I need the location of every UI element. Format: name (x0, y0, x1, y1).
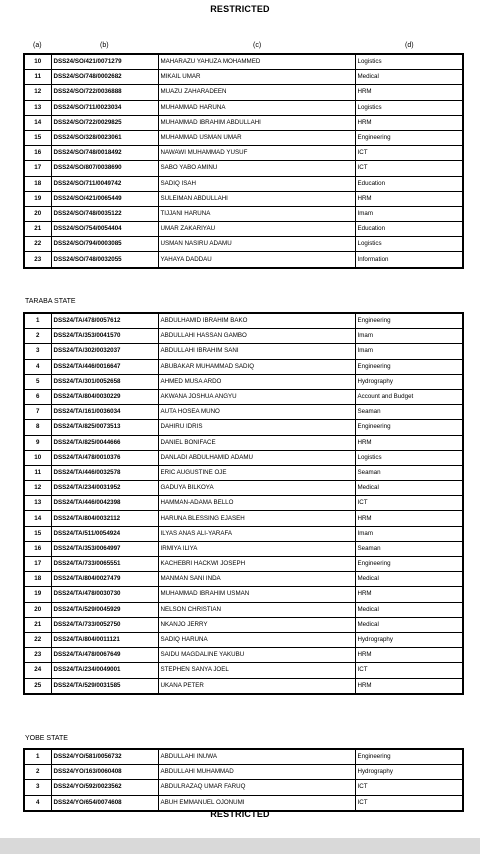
table-row (24, 70, 463, 85)
full-name: IRMIYA ILIYA (158, 541, 355, 556)
department: Logistics (355, 54, 463, 70)
full-name: SAIDU MAGDALINE YAKUBU (158, 648, 355, 663)
department: HRM (355, 191, 463, 206)
department: Logistics (355, 100, 463, 115)
row-number: 25 (24, 678, 51, 694)
row-number: 3 (24, 344, 51, 359)
department: Imam (355, 206, 463, 221)
row-number: 6 (24, 389, 51, 404)
department: Engineering (355, 420, 463, 435)
row-number: 3 (24, 780, 51, 795)
full-name: ABDULLAHI INUWA (158, 749, 355, 765)
department: ICT (355, 780, 463, 795)
table-row (24, 541, 463, 556)
state-title-yobe: YOBE STATE (25, 735, 68, 742)
service-number: DSS24/TA/478/0067649 (51, 648, 158, 663)
department: ICT (355, 663, 463, 678)
full-name: SABO YABO AMINU (158, 161, 355, 176)
row-number: 20 (24, 602, 51, 617)
row-number: 21 (24, 222, 51, 237)
row-number: 8 (24, 420, 51, 435)
service-number: DSS24/TA/511/0054924 (51, 526, 158, 541)
state-title-taraba: TARABA STATE (25, 298, 76, 305)
service-number: DSS24/SO/711/0023034 (51, 100, 158, 115)
row-number: 18 (24, 176, 51, 191)
department: HRM (355, 587, 463, 602)
full-name: DANLADI ABDULHAMID ADAMU (158, 450, 355, 465)
row-number: 12 (24, 85, 51, 100)
service-number: DSS24/TA/804/0032112 (51, 511, 158, 526)
page-bottom-bar (0, 838, 480, 854)
department: Medical (355, 481, 463, 496)
service-number: DSS24/SO/807/0038690 (51, 161, 158, 176)
service-number: DSS24/SO/748/0035122 (51, 206, 158, 221)
table-row (24, 572, 463, 587)
row-number: 7 (24, 405, 51, 420)
table-taraba-state (23, 312, 464, 695)
table-row (24, 54, 463, 70)
service-number: DSS24/TA/804/0030229 (51, 389, 158, 404)
table-row (24, 420, 463, 435)
row-number: 22 (24, 632, 51, 647)
row-number: 10 (24, 450, 51, 465)
department: ICT (355, 496, 463, 511)
service-number: DSS24/SO/754/0054404 (51, 222, 158, 237)
row-number: 2 (24, 765, 51, 780)
row-number: 13 (24, 496, 51, 511)
table-row (24, 450, 463, 465)
full-name: ILYAS ANAS ALI-YARAFA (158, 526, 355, 541)
department: Information (355, 252, 463, 268)
full-name: GADUYA BILKOYA (158, 481, 355, 496)
service-number: DSS24/SO/748/0018492 (51, 146, 158, 161)
department: Medical (355, 602, 463, 617)
department: Engineering (355, 359, 463, 374)
department: HRM (355, 678, 463, 694)
service-number: DSS24/SO/711/0049742 (51, 176, 158, 191)
department: ICT (355, 146, 463, 161)
service-number: DSS24/TA/825/0073513 (51, 420, 158, 435)
service-number: DSS24/TA/478/0057612 (51, 313, 158, 329)
table-row (24, 237, 463, 252)
row-number: 19 (24, 587, 51, 602)
row-number: 12 (24, 481, 51, 496)
full-name: ABDULRAZAQ UMAR FARUQ (158, 780, 355, 795)
row-number: 21 (24, 617, 51, 632)
department: Engineering (355, 749, 463, 765)
full-name: ABDULLAHI HASSAN GAMBO (158, 329, 355, 344)
row-number: 14 (24, 511, 51, 526)
table-row (24, 191, 463, 206)
department: Medical (355, 617, 463, 632)
table-row (24, 313, 463, 329)
table-row (24, 146, 463, 161)
table-row (24, 405, 463, 420)
department: Education (355, 222, 463, 237)
service-number: DSS24/TA/733/0052750 (51, 617, 158, 632)
table-row (24, 374, 463, 389)
service-number: DSS24/TA/301/0052658 (51, 374, 158, 389)
table-row (24, 161, 463, 176)
full-name: NKANJO JERRY (158, 617, 355, 632)
restricted-header: RESTRICTED (210, 4, 270, 14)
department: HRM (355, 85, 463, 100)
table-row (24, 389, 463, 404)
service-number: DSS24/YO/581/0056732 (51, 749, 158, 765)
department: Medical (355, 572, 463, 587)
department: HRM (355, 115, 463, 130)
row-number: 13 (24, 100, 51, 115)
full-name: TIJJANI HARUNA (158, 206, 355, 221)
table-row (24, 100, 463, 115)
service-number: DSS24/TA/353/0041570 (51, 329, 158, 344)
table-row (24, 176, 463, 191)
full-name: SADIQ HARUNA (158, 632, 355, 647)
full-name: DANIEL BONIFACE (158, 435, 355, 450)
row-number: 11 (24, 465, 51, 480)
service-number: DSS24/TA/529/0031585 (51, 678, 158, 694)
department: Imam (355, 344, 463, 359)
table-row (24, 632, 463, 647)
row-number: 5 (24, 374, 51, 389)
row-number: 23 (24, 252, 51, 268)
full-name: ABDULLAHI IBRAHIM SANI (158, 344, 355, 359)
service-number: DSS24/TA/478/0010376 (51, 450, 158, 465)
department: Engineering (355, 313, 463, 329)
row-number: 19 (24, 191, 51, 206)
full-name: NELSON CHRISTIAN (158, 602, 355, 617)
full-name: SADIQ ISAH (158, 176, 355, 191)
service-number: DSS24/TA/529/0045929 (51, 602, 158, 617)
table-row (24, 557, 463, 572)
department: Logistics (355, 237, 463, 252)
full-name: ABUBAKAR MUHAMMAD SADIQ (158, 359, 355, 374)
department: Seaman (355, 541, 463, 556)
service-number: DSS24/TA/804/0011121 (51, 632, 158, 647)
department: HRM (355, 435, 463, 450)
service-number: DSS24/TA/161/0036034 (51, 405, 158, 420)
service-number: DSS24/TA/446/0032578 (51, 465, 158, 480)
table-row (24, 435, 463, 450)
full-name: MUHAMMAD HARUNA (158, 100, 355, 115)
department: Hydrography (355, 374, 463, 389)
full-name: HARUNA BLESSING EJASEH (158, 511, 355, 526)
column-header-b: (b) (100, 42, 109, 49)
service-number: DSS24/SO/722/0036888 (51, 85, 158, 100)
full-name: HAMMAN-ADAMA BELLO (158, 496, 355, 511)
table-row (24, 587, 463, 602)
service-number: DSS24/TA/353/0064997 (51, 541, 158, 556)
row-number: 1 (24, 749, 51, 765)
row-number: 2 (24, 329, 51, 344)
full-name: MAHARAZU YAHUZA MOHAMMED (158, 54, 355, 70)
table-row (24, 765, 463, 780)
table-row (24, 511, 463, 526)
department: ICT (355, 161, 463, 176)
table-row (24, 602, 463, 617)
service-number: DSS24/TA/234/0031952 (51, 481, 158, 496)
row-number: 16 (24, 541, 51, 556)
row-number: 20 (24, 206, 51, 221)
column-header-a: (a) (33, 42, 42, 49)
full-name: ABUH EMMANUEL OJONUMI (158, 795, 355, 811)
service-number: DSS24/YO/163/0060408 (51, 765, 158, 780)
department: Hydrography (355, 765, 463, 780)
full-name: YAHAYA DADDAU (158, 252, 355, 268)
full-name: MUAZU ZAHARADEEN (158, 85, 355, 100)
department: Logistics (355, 450, 463, 465)
service-number: DSS24/TA/446/0042398 (51, 496, 158, 511)
full-name: DAHIRU IDRIS (158, 420, 355, 435)
service-number: DSS24/SO/748/0032055 (51, 252, 158, 268)
row-number: 4 (24, 359, 51, 374)
column-header-c: (c) (253, 42, 262, 49)
department: Account and Budget (355, 389, 463, 404)
row-number: 14 (24, 115, 51, 130)
full-name: USMAN NASIRU ADAMU (158, 237, 355, 252)
full-name: MUHAMMAD IBRAHIM ABDULLAHI (158, 115, 355, 130)
full-name: AUTA HOSEA MUNO (158, 405, 355, 420)
full-name: NAWAWI MUHAMMAD YUSUF (158, 146, 355, 161)
department: Hydrography (355, 632, 463, 647)
department: ICT (355, 795, 463, 811)
department: Medical (355, 70, 463, 85)
table-row (24, 344, 463, 359)
department: Engineering (355, 130, 463, 145)
table-continued-state (23, 53, 464, 269)
table-row (24, 252, 463, 268)
full-name: UMAR ZAKARIYAU (158, 222, 355, 237)
table-row (24, 496, 463, 511)
restricted-footer: RESTRICTED (210, 809, 270, 819)
full-name: MUHAMMAD USMAN UMAR (158, 130, 355, 145)
service-number: DSS24/SO/794/0003085 (51, 237, 158, 252)
service-number: DSS24/SO/421/0065449 (51, 191, 158, 206)
full-name: MIKAIL UMAR (158, 70, 355, 85)
service-number: DSS24/SO/328/0023061 (51, 130, 158, 145)
service-number: DSS24/TA/478/0030730 (51, 587, 158, 602)
full-name: SULEIMAN ABDULLAHI (158, 191, 355, 206)
table-row (24, 130, 463, 145)
table-row (24, 526, 463, 541)
row-number: 10 (24, 54, 51, 70)
service-number: DSS24/SO/748/0002682 (51, 70, 158, 85)
row-number: 23 (24, 648, 51, 663)
row-number: 22 (24, 237, 51, 252)
service-number: DSS24/TA/446/0016647 (51, 359, 158, 374)
full-name: STEPHEN SANYA JOEL (158, 663, 355, 678)
service-number: DSS24/YO/654/0074608 (51, 795, 158, 811)
service-number: DSS24/YO/592/0023562 (51, 780, 158, 795)
department: HRM (355, 648, 463, 663)
department: Seaman (355, 465, 463, 480)
row-number: 15 (24, 130, 51, 145)
table-row (24, 663, 463, 678)
service-number: DSS24/TA/234/0049001 (51, 663, 158, 678)
table-row (24, 648, 463, 663)
full-name: ABDULLAHI MUHAMMAD (158, 765, 355, 780)
row-number: 16 (24, 146, 51, 161)
department: Imam (355, 329, 463, 344)
row-number: 11 (24, 70, 51, 85)
department: Imam (355, 526, 463, 541)
department: Seaman (355, 405, 463, 420)
full-name: ABDULHAMID IBRAHIM BAKO (158, 313, 355, 329)
table-row (24, 481, 463, 496)
table-yobe-state (23, 748, 464, 812)
service-number: DSS24/TA/825/0044666 (51, 435, 158, 450)
row-number: 17 (24, 557, 51, 572)
table-row (24, 115, 463, 130)
department: Engineering (355, 557, 463, 572)
full-name: AHMED MUSA ARDO (158, 374, 355, 389)
service-number: DSS24/SO/722/0029825 (51, 115, 158, 130)
full-name: KACHEBRI HACKWI JOSEPH (158, 557, 355, 572)
table-row (24, 749, 463, 765)
department: Education (355, 176, 463, 191)
full-name: UKANA PETER (158, 678, 355, 694)
table-row (24, 206, 463, 221)
full-name: MANMAN SANI INDA (158, 572, 355, 587)
service-number: DSS24/TA/733/0065551 (51, 557, 158, 572)
row-number: 17 (24, 161, 51, 176)
table-row (24, 222, 463, 237)
row-number: 24 (24, 663, 51, 678)
table-row (24, 465, 463, 480)
table-row (24, 678, 463, 694)
row-number: 9 (24, 435, 51, 450)
row-number: 1 (24, 313, 51, 329)
row-number: 15 (24, 526, 51, 541)
table-row (24, 617, 463, 632)
full-name: ERIC AUGUSTINE OJE (158, 465, 355, 480)
column-header-d: (d) (405, 42, 414, 49)
table-row (24, 780, 463, 795)
department: HRM (355, 511, 463, 526)
service-number: DSS24/SO/421/0071279 (51, 54, 158, 70)
full-name: AKWANA JOSHUA ANGYU (158, 389, 355, 404)
table-row (24, 85, 463, 100)
service-number: DSS24/TA/302/0032037 (51, 344, 158, 359)
table-row (24, 329, 463, 344)
row-number: 4 (24, 795, 51, 811)
service-number: DSS24/TA/804/0027479 (51, 572, 158, 587)
table-row (24, 359, 463, 374)
row-number: 18 (24, 572, 51, 587)
full-name: MUHAMMAD IBRAHIM USMAN (158, 587, 355, 602)
